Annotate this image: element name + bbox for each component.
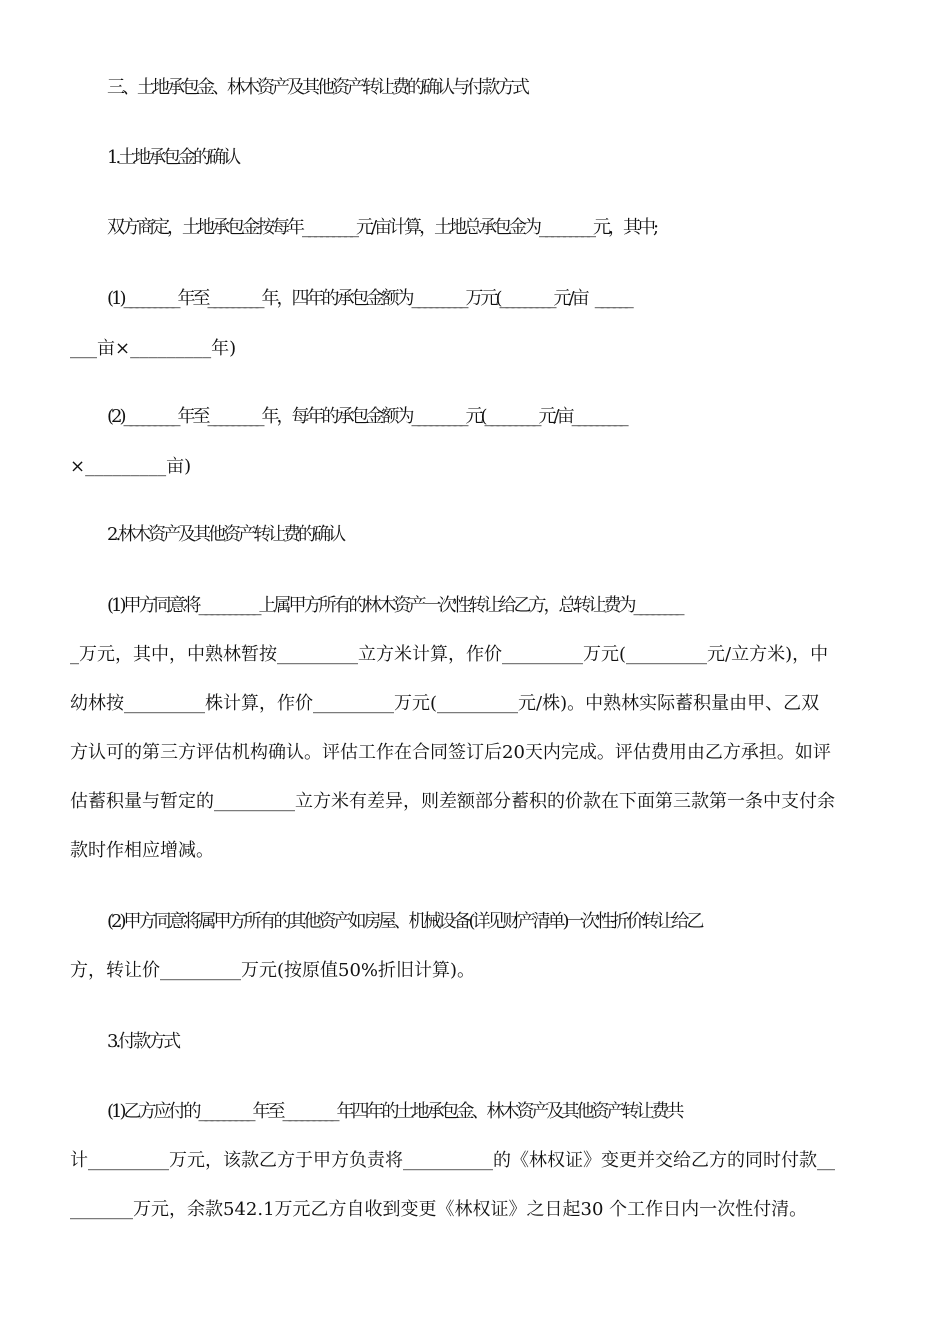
item-1-line-2: ___亩×_________年) [70, 338, 237, 359]
item-1-line-1: (1)_________年至_________年，四年的承包金额为_________万元(_________元/亩 ______ [107, 288, 631, 309]
paragraph-forest-transfer-line-5: 估蓄积量与暂定的_________立方米有差异，则差额部分蓄积的价款在下面第三款第一条中支付余 [70, 791, 835, 812]
paragraph-payment-line-1: (1)乙方应付的_________年至_________年四年的土地承包金、林木资产及其他资产转让费共 [107, 1101, 682, 1122]
section-heading: 三、土地承包金、林木资产及其他资产转让费的确认与付款方式 [107, 77, 527, 98]
paragraph-land-fee-terms: 双方商定，土地承包金按每年_________元/亩计算，土地总承包金为_________元，其中; [107, 217, 657, 238]
item-2-line-2: ×_________亩) [70, 456, 192, 477]
item-2-line-1: (2)_________年至_________年，每年的承包金额为_________元(_________元/亩_________ [107, 406, 626, 427]
paragraph-forest-transfer-line-4: 方认可的第三方评估机构确认。评估工作在合同签订后20天内完成。评估费用由乙方承担。如评 [70, 742, 831, 763]
subsection-title-payment: 3.付款方式 [107, 1031, 179, 1052]
paragraph-payment-line-2: 计_________万元，该款乙方于甲方负责将__________的《林权证》变更并交给乙方的同时付款__ [70, 1150, 835, 1171]
paragraph-forest-transfer-line-1: (1)甲方同意将__________上属甲方所有的林木资产一次性转让给乙方，总转让费为________ [107, 595, 682, 616]
subsection-title-asset-transfer: 2.林木资产及其他资产转让费的确认 [107, 524, 344, 545]
paragraph-payment-line-3: _______万元，余款542.1万元乙方自收到变更《林权证》之日起30 个工作日内一次性付清。 [70, 1199, 808, 1220]
paragraph-other-assets-line-2: 方，转让价_________万元(按原值50%折旧计算)。 [70, 960, 476, 981]
paragraph-other-assets-line-1: (2)甲方同意将属甲方所有的其他资产如房屋、机械设备(详见财产清单)一次性折价转让给乙 [107, 911, 702, 932]
subsection-title-land-fee: 1.土地承包金的确认 [107, 147, 239, 168]
paragraph-forest-transfer-line-6: 款时作相应增减。 [70, 840, 214, 861]
paragraph-forest-transfer-line-2: _万元，其中，中熟林暂按_________立方米计算，作价_________万元(_________元/立方米)，中 [70, 644, 829, 665]
paragraph-forest-transfer-line-3: 幼林按_________株计算，作价_________万元(_________元/株)。中熟林实际蓄积量由甲、乙双 [70, 693, 820, 714]
